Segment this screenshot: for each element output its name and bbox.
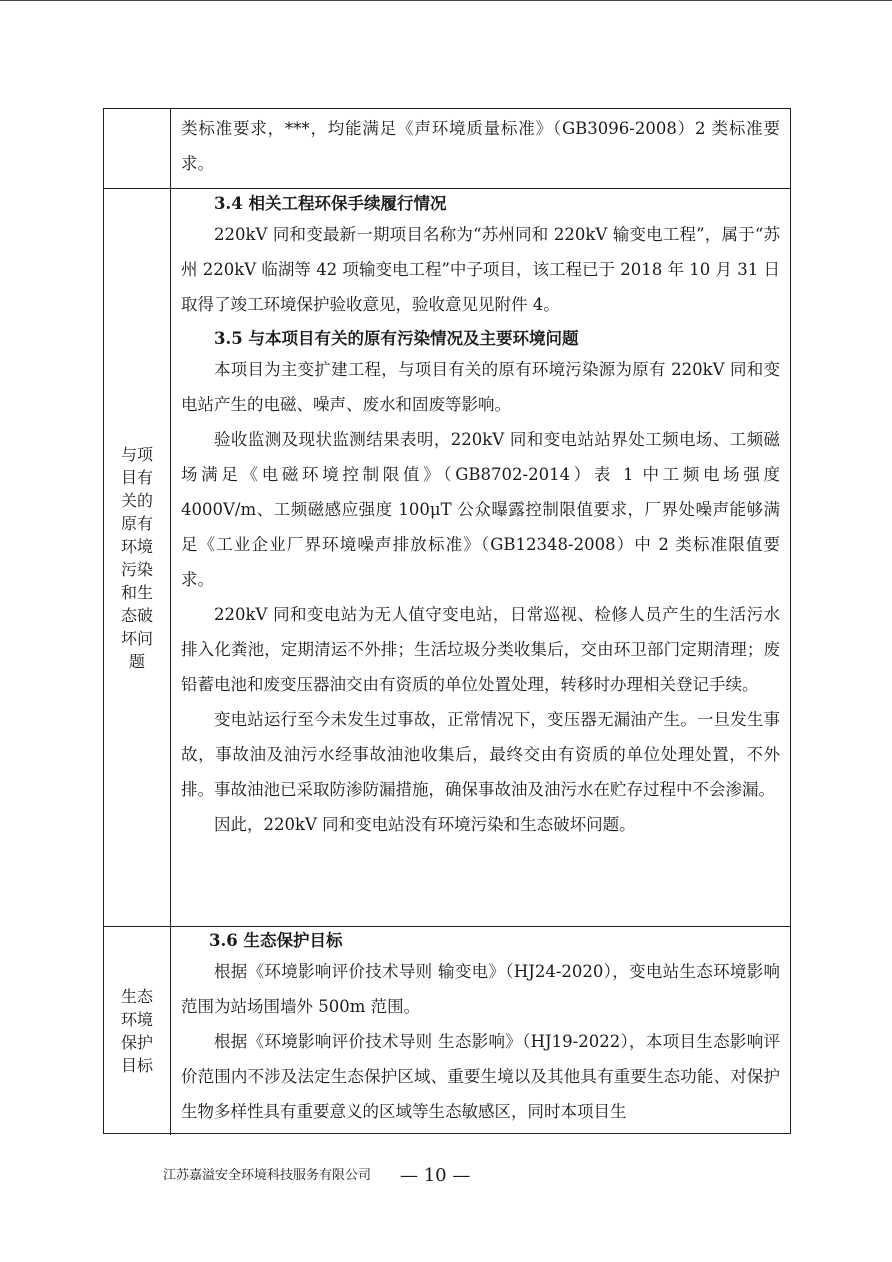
table-row-continuation — [104, 109, 790, 188]
paragraph: 根据《环境影响评价技术导则 输变电》（HJ24-2020），变电站生态环境影响范围为站场围墙外 500m 范围。 — [181, 962, 780, 1016]
row-content — [171, 189, 790, 926]
section-heading-3-4: 3.4 相关工程环保手续履行情况 — [214, 194, 447, 213]
paragraph: 变电站运行至今未发生过事故，正常情况下，变压器无漏油产生。一旦发生事故，事故油及油污水经事故油池收集后，最终交由有资质的单位处理处置，不外排。事故油池已采取防渗防漏措施，确保事故油及油污水在贮存过程中不会渗漏。 — [181, 710, 780, 799]
paragraph: 220kV 同和变电站为无人值守变电站，日常巡视、检修人员产生的生活污水排入化粪池，定期清运不外排；生活垃圾分类收集后，交由环卫部门定期清理；废铅蓄电池和废变压器油交由有资质的单位处置处理，转移时办理相关登记手续。 — [181, 605, 780, 694]
row-content — [171, 927, 790, 1135]
document-table — [103, 108, 791, 1134]
page-footer — [0, 1166, 892, 1190]
table-row-existing-pollution — [104, 188, 790, 926]
paragraph: 因此，220kV 同和变电站没有环境污染和生态破坏问题。 — [214, 815, 636, 834]
row-label-empty — [104, 109, 171, 188]
paragraph: 验收监测及现状监测结果表明，220kV 同和变电站站界处工频电场、工频磁场满足《电磁环境控制限值》（GB8702-2014）表 1 中工频电场强度 4000V/m、工频磁感应强度 100μT 公众曝露控制限值要求，厂界处噪声能够满足《工业企业厂界环境噪声排放标准》（GB12348-2008）中 2 类标准限值要求。 — [181, 430, 780, 589]
row-label-text: 生态环境保护目标 — [120, 987, 153, 1075]
paragraph: 220kV 同和变最新一期项目名称为“苏州同和 220kV 输变电工程”，属于“苏州 220kV 临湖等 42 项输变电工程”中子项目，该工程已于 2018 年 10 月 31 日取得了竣工环境保护验收意见，验收意见见附件 4。 — [181, 225, 780, 314]
paragraph: 本项目为主变扩建工程，与项目有关的原有环境污染源为原有 220kV 同和变电站产生的电磁、噪声、废水和固废等影响。 — [181, 360, 780, 414]
row-label — [104, 189, 171, 926]
footer-company: 江苏嘉溢安全环境科技服务有限公司 — [163, 1168, 372, 1183]
table-row-eco-targets — [104, 926, 790, 1135]
row-content — [171, 109, 790, 188]
paragraph: 根据《环境影响评价技术导则 生态影响》（HJ19-2022），本项目生态影响评价范围内不涉及法定生态保护区域、重要生境以及其他具有重要生态功能、对保护生物多样性具有重要意义的区域等生态敏感区，同时本项目生 — [181, 1032, 780, 1121]
section-heading-3-5: 3.5 与本项目有关的原有污染情况及主要环境问题 — [214, 329, 579, 348]
page-number: — 10 — — [400, 1165, 471, 1186]
top-border-line — [0, 0, 892, 1]
section-heading-3-6: 3.6 生态保护目标 — [209, 931, 343, 950]
row-label-text: 与项目有关的原有环境污染和生态破坏问题 — [120, 444, 153, 671]
row-label — [104, 927, 171, 1135]
continuation-text: 类标准要求，***，均能满足《声环境质量标准》（GB3096-2008）2 类标准要求。 — [181, 119, 780, 173]
